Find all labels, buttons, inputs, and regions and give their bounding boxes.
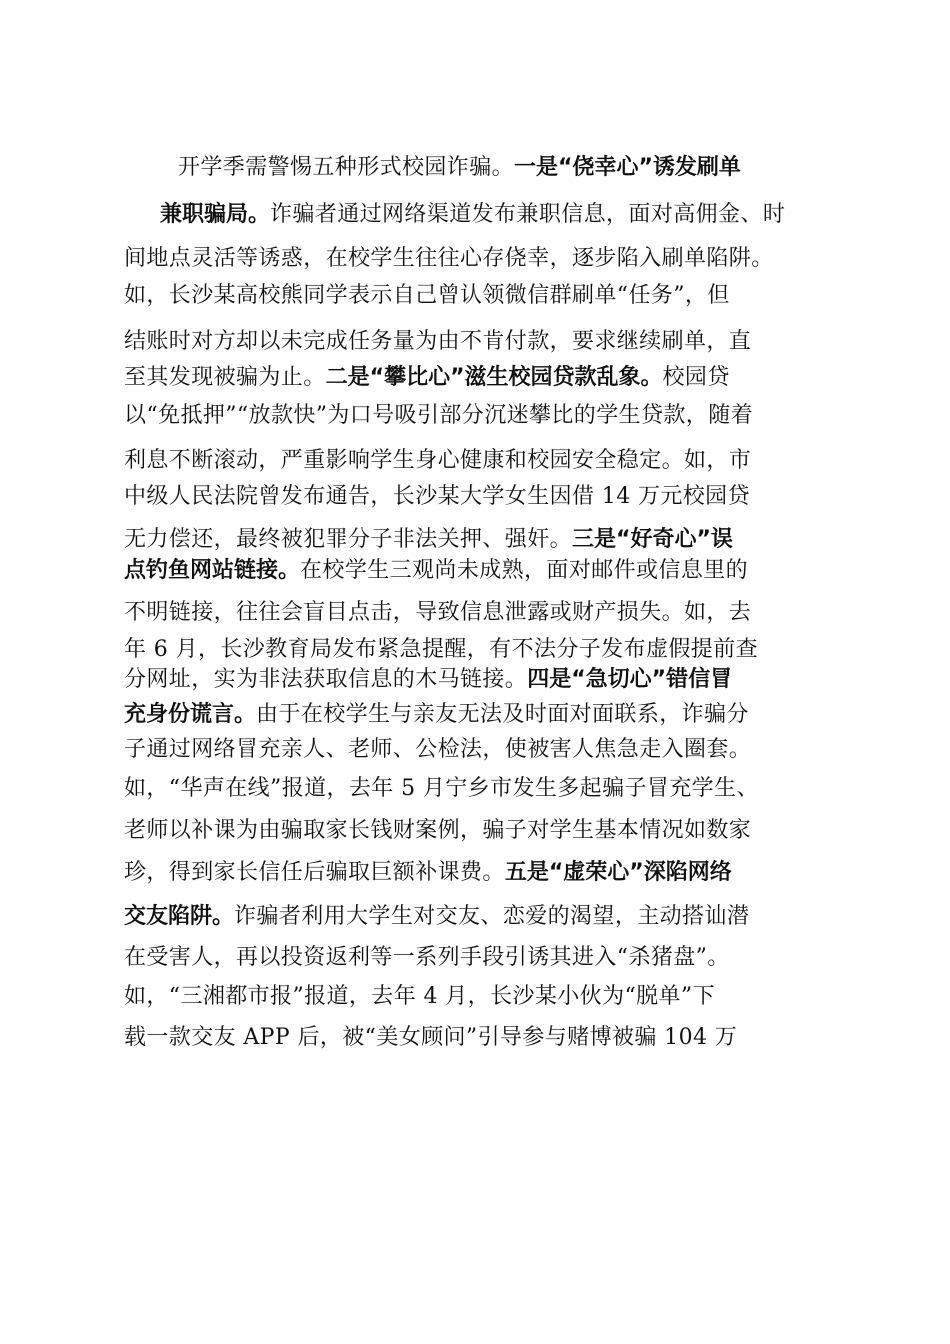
emphasis-heading: 兼职骗局。	[160, 202, 271, 227]
text-line	[124, 635, 824, 665]
text-line	[124, 327, 824, 357]
text-line	[124, 281, 824, 311]
body-text: 如，“三湘都市报”报道，去年 4 月，长沙某小伙为“脱单”下	[124, 984, 715, 1009]
text-line	[124, 363, 824, 393]
text-line	[124, 482, 824, 512]
body-text: 载一款交友 APP 后，被“美女顾问”引导参与赌博被骗 104 万	[124, 1025, 738, 1050]
text-line	[124, 902, 824, 932]
emphasis-heading: 点钓鱼网站链接。	[124, 558, 301, 583]
text-line	[124, 244, 824, 274]
body-text: 在受害人，再以投资返利等一系列手段引诱其进入“杀猪盘”。	[124, 945, 730, 970]
text-line	[124, 858, 824, 888]
body-text: 利息不断滚动，严重影响学生身心健康和校园安全稳定。如，市	[124, 448, 752, 473]
text-line	[124, 665, 824, 695]
body-text: 如，“华声在线”报道，去年 5 月宁乡市发生多起骗子冒充学生、	[124, 776, 759, 801]
text-line	[124, 816, 824, 846]
body-text: 无力偿还，最终被犯罪分子非法关押、强奸。	[124, 527, 573, 552]
text-line	[124, 1023, 824, 1053]
text-line	[124, 943, 824, 973]
text-line	[124, 700, 824, 730]
emphasis-heading: 四是“急切心”错信冒	[527, 667, 733, 692]
body-text: 校园贷	[662, 365, 730, 390]
body-text: 珍，得到家长信任后骗取巨额补课费。	[124, 860, 505, 885]
text-line	[160, 200, 860, 230]
emphasis-heading: 一是“侥幸心”诱发刷单	[514, 155, 741, 180]
emphasis-heading: 五是“虚荣心”深陷网络	[504, 860, 732, 885]
text-line	[124, 598, 824, 628]
body-text: 诈骗者通过网络渠道发布兼职信息，面对高佣金、时	[270, 202, 786, 227]
body-text: 不明链接，往往会盲目点击，导致信息泄露或财产损失。如，去	[124, 600, 752, 625]
body-text: 子通过网络冒充亲人、老师、公检法，使被害人焦急走入圈套。	[124, 737, 752, 762]
body-text: 结账时对方却以未完成任务量为由不肯付款，要求继续刷单，直	[124, 329, 752, 354]
body-text: 中级人民法院曾发布通告，长沙某大学女生因借 14 万元校园贷	[124, 484, 750, 509]
text-line	[124, 556, 824, 586]
emphasis-heading: 三是“好奇心”误	[572, 527, 733, 552]
body-text: 诈骗者利用大学生对交友、恋爱的渴望，主动搭讪潜	[234, 904, 750, 929]
body-text: 间地点灵活等诱惑，在校学生往往心存侥幸，逐步陷入刷单陷阱。	[124, 246, 774, 271]
emphasis-heading: 交友陷阱。	[124, 904, 235, 929]
body-text: 如，长沙某高校熊同学表示自己曾认领微信群刷单“任务”，但	[124, 283, 730, 308]
emphasis-heading: 充身份谎言。	[124, 702, 257, 727]
text-line	[178, 153, 878, 183]
body-text: 分网址，实为非法获取信息的木马链接。	[124, 667, 528, 692]
text-line	[124, 525, 824, 555]
emphasis-heading: 二是“攀比心”滋生校园贷款乱象。	[325, 365, 663, 390]
text-line	[124, 735, 824, 765]
body-text: 开学季需警惕五种形式校园诈骗。	[178, 155, 515, 180]
text-line	[124, 774, 824, 804]
text-line	[124, 982, 824, 1012]
text-line	[124, 401, 824, 431]
body-text: 在校学生三观尚未成熟，面对邮件或信息里的	[300, 558, 749, 583]
body-text: 老师以补课为由骗取家长钱财案例，骗子对学生基本情况如数家	[124, 818, 752, 843]
body-text: 年 6 月，长沙教育局发布紧急提醒，有不法分子发布虚假提前查	[124, 637, 758, 662]
body-text: 以“免抵押”“放款快”为口号吸引部分沉迷攀比的学生贷款，随着	[124, 403, 753, 428]
body-text: 由于在校学生与亲友无法及时面对面联系，诈骗分	[256, 702, 749, 727]
body-text: 至其发现被骗为止。	[124, 365, 326, 390]
text-line	[124, 446, 824, 476]
